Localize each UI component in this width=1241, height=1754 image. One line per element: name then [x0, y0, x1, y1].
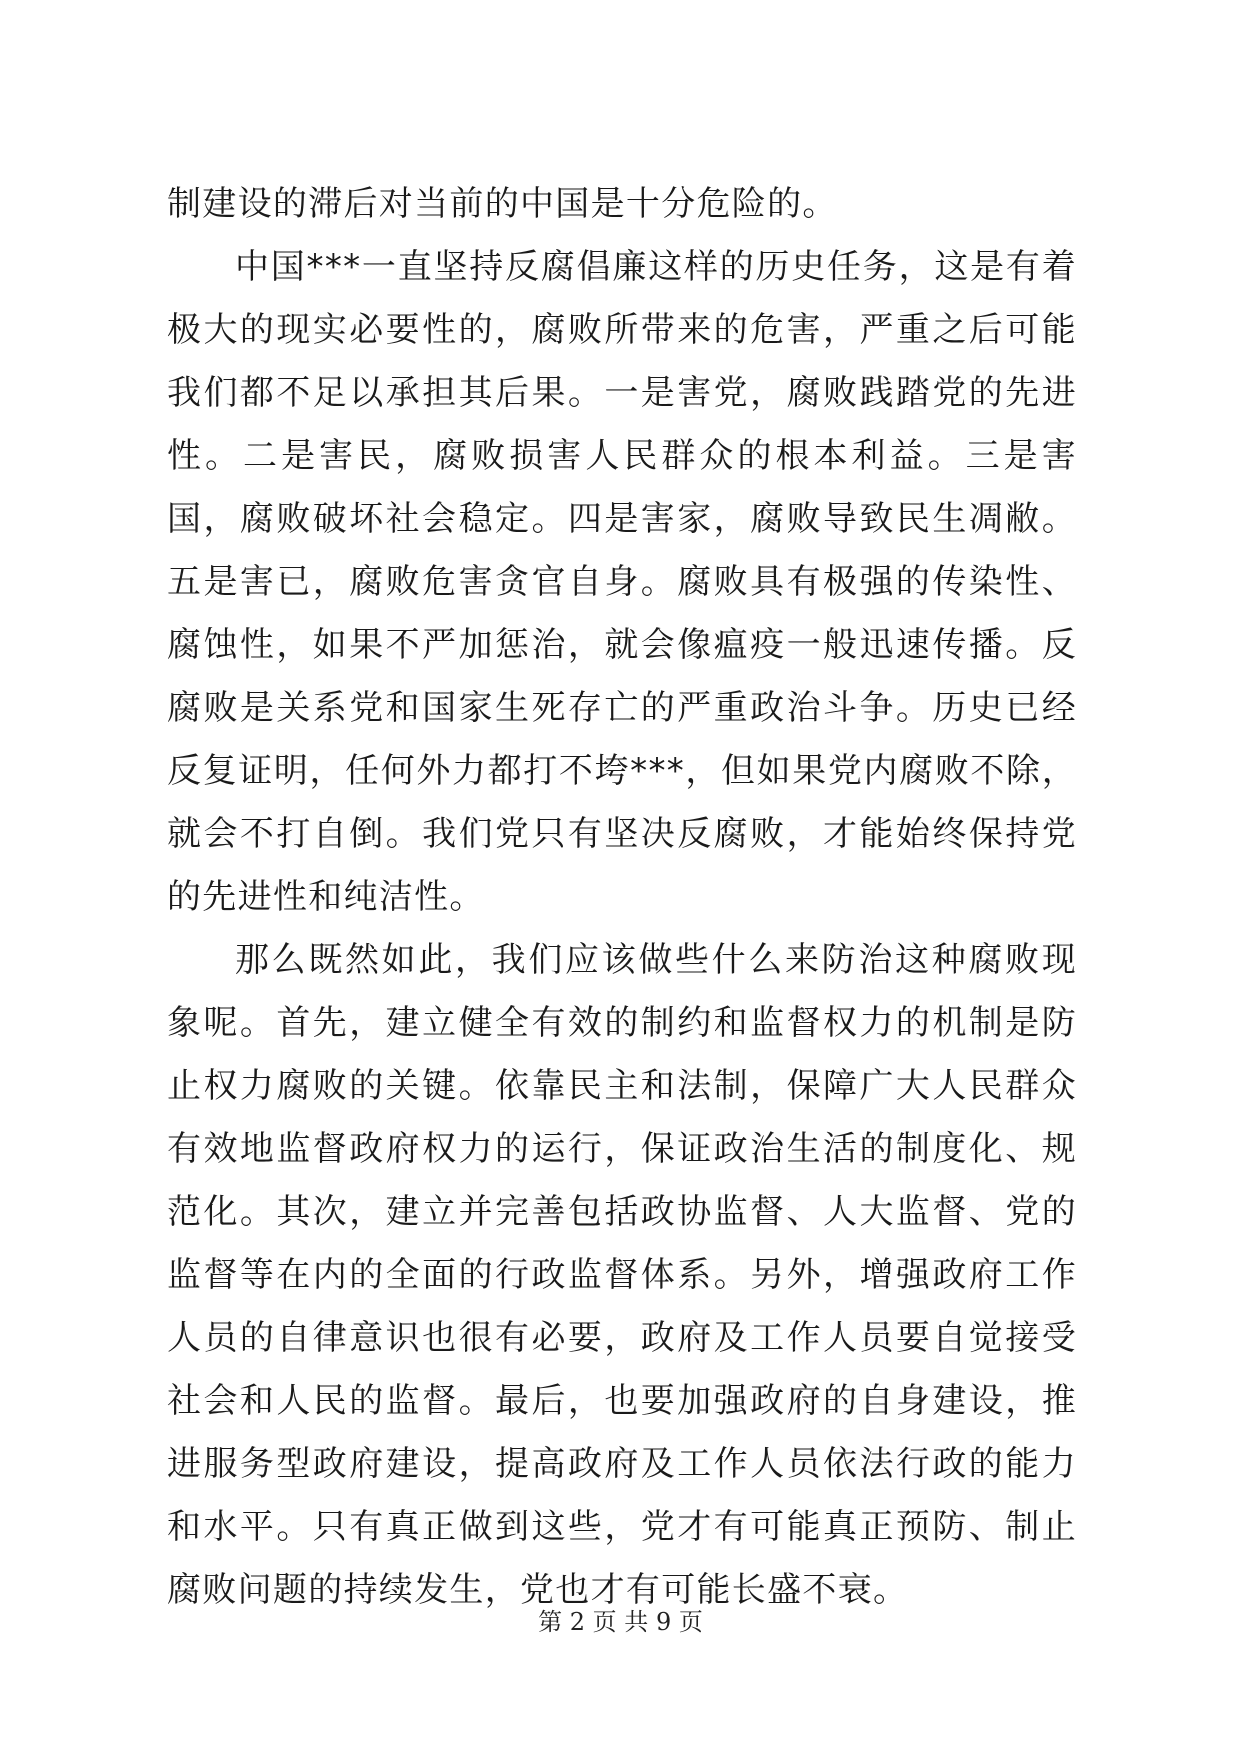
- page-footer: 第 2 页 共 9 页: [538, 1608, 703, 1636]
- document-body: [167, 173, 1077, 1622]
- paragraph-3: 那么既然如此，我们应该做些什么来防治这种腐败现象呢。首先，建立健全有效的制约和监督权力的机制是防止权力腐败的关键。依靠民主和法制，保障广大人民群众有效地监督政府权力的运行，保证政治生活的制度化、规范化。其次，建立并完善包括政协监督、人大监督、党的监督等在内的全面的行政监督体系。另外，增强政府工作人员的自律意识也很有必要，政府及工作人员要自觉接受社会和人民的监督。最后，也要加强政府的自身建设，推进服务型政府建设，提高政府及工作人员依法行政的能力和水平。只有真正做到这些，党才有可能真正预防、制止腐败问题的持续发生，党也才有可能长盛不衰。: [167, 940, 1077, 1610]
- paragraph-2: 中国***一直坚持反腐倡廉这样的历史任务，这是有着极大的现实必要性的，腐败所带来的危害，严重之后可能我们都不足以承担其后果。一是害党，腐败践踏党的先进性。二是害民，腐败损害人民群众的根本利益。三是害国，腐败破坏社会稳定。四是害家，腐败导致民生凋敝。五是害已，腐败危害贪官自身。腐败具有极强的传染性、腐蚀性，如果不严加惩治，就会像瘟疫一般迅速传播。反腐败是关系党和国家生死存亡的严重政治斗争。历史已经反复证明，任何外力都打不垮***，但如果党内腐败不除，就会不打自倒。我们党只有坚决反腐败，才能始终保持党的先进性和纯洁性。: [167, 247, 1077, 917]
- paragraph-1: 制建设的滞后对当前的中国是十分危险的。: [167, 184, 838, 224]
